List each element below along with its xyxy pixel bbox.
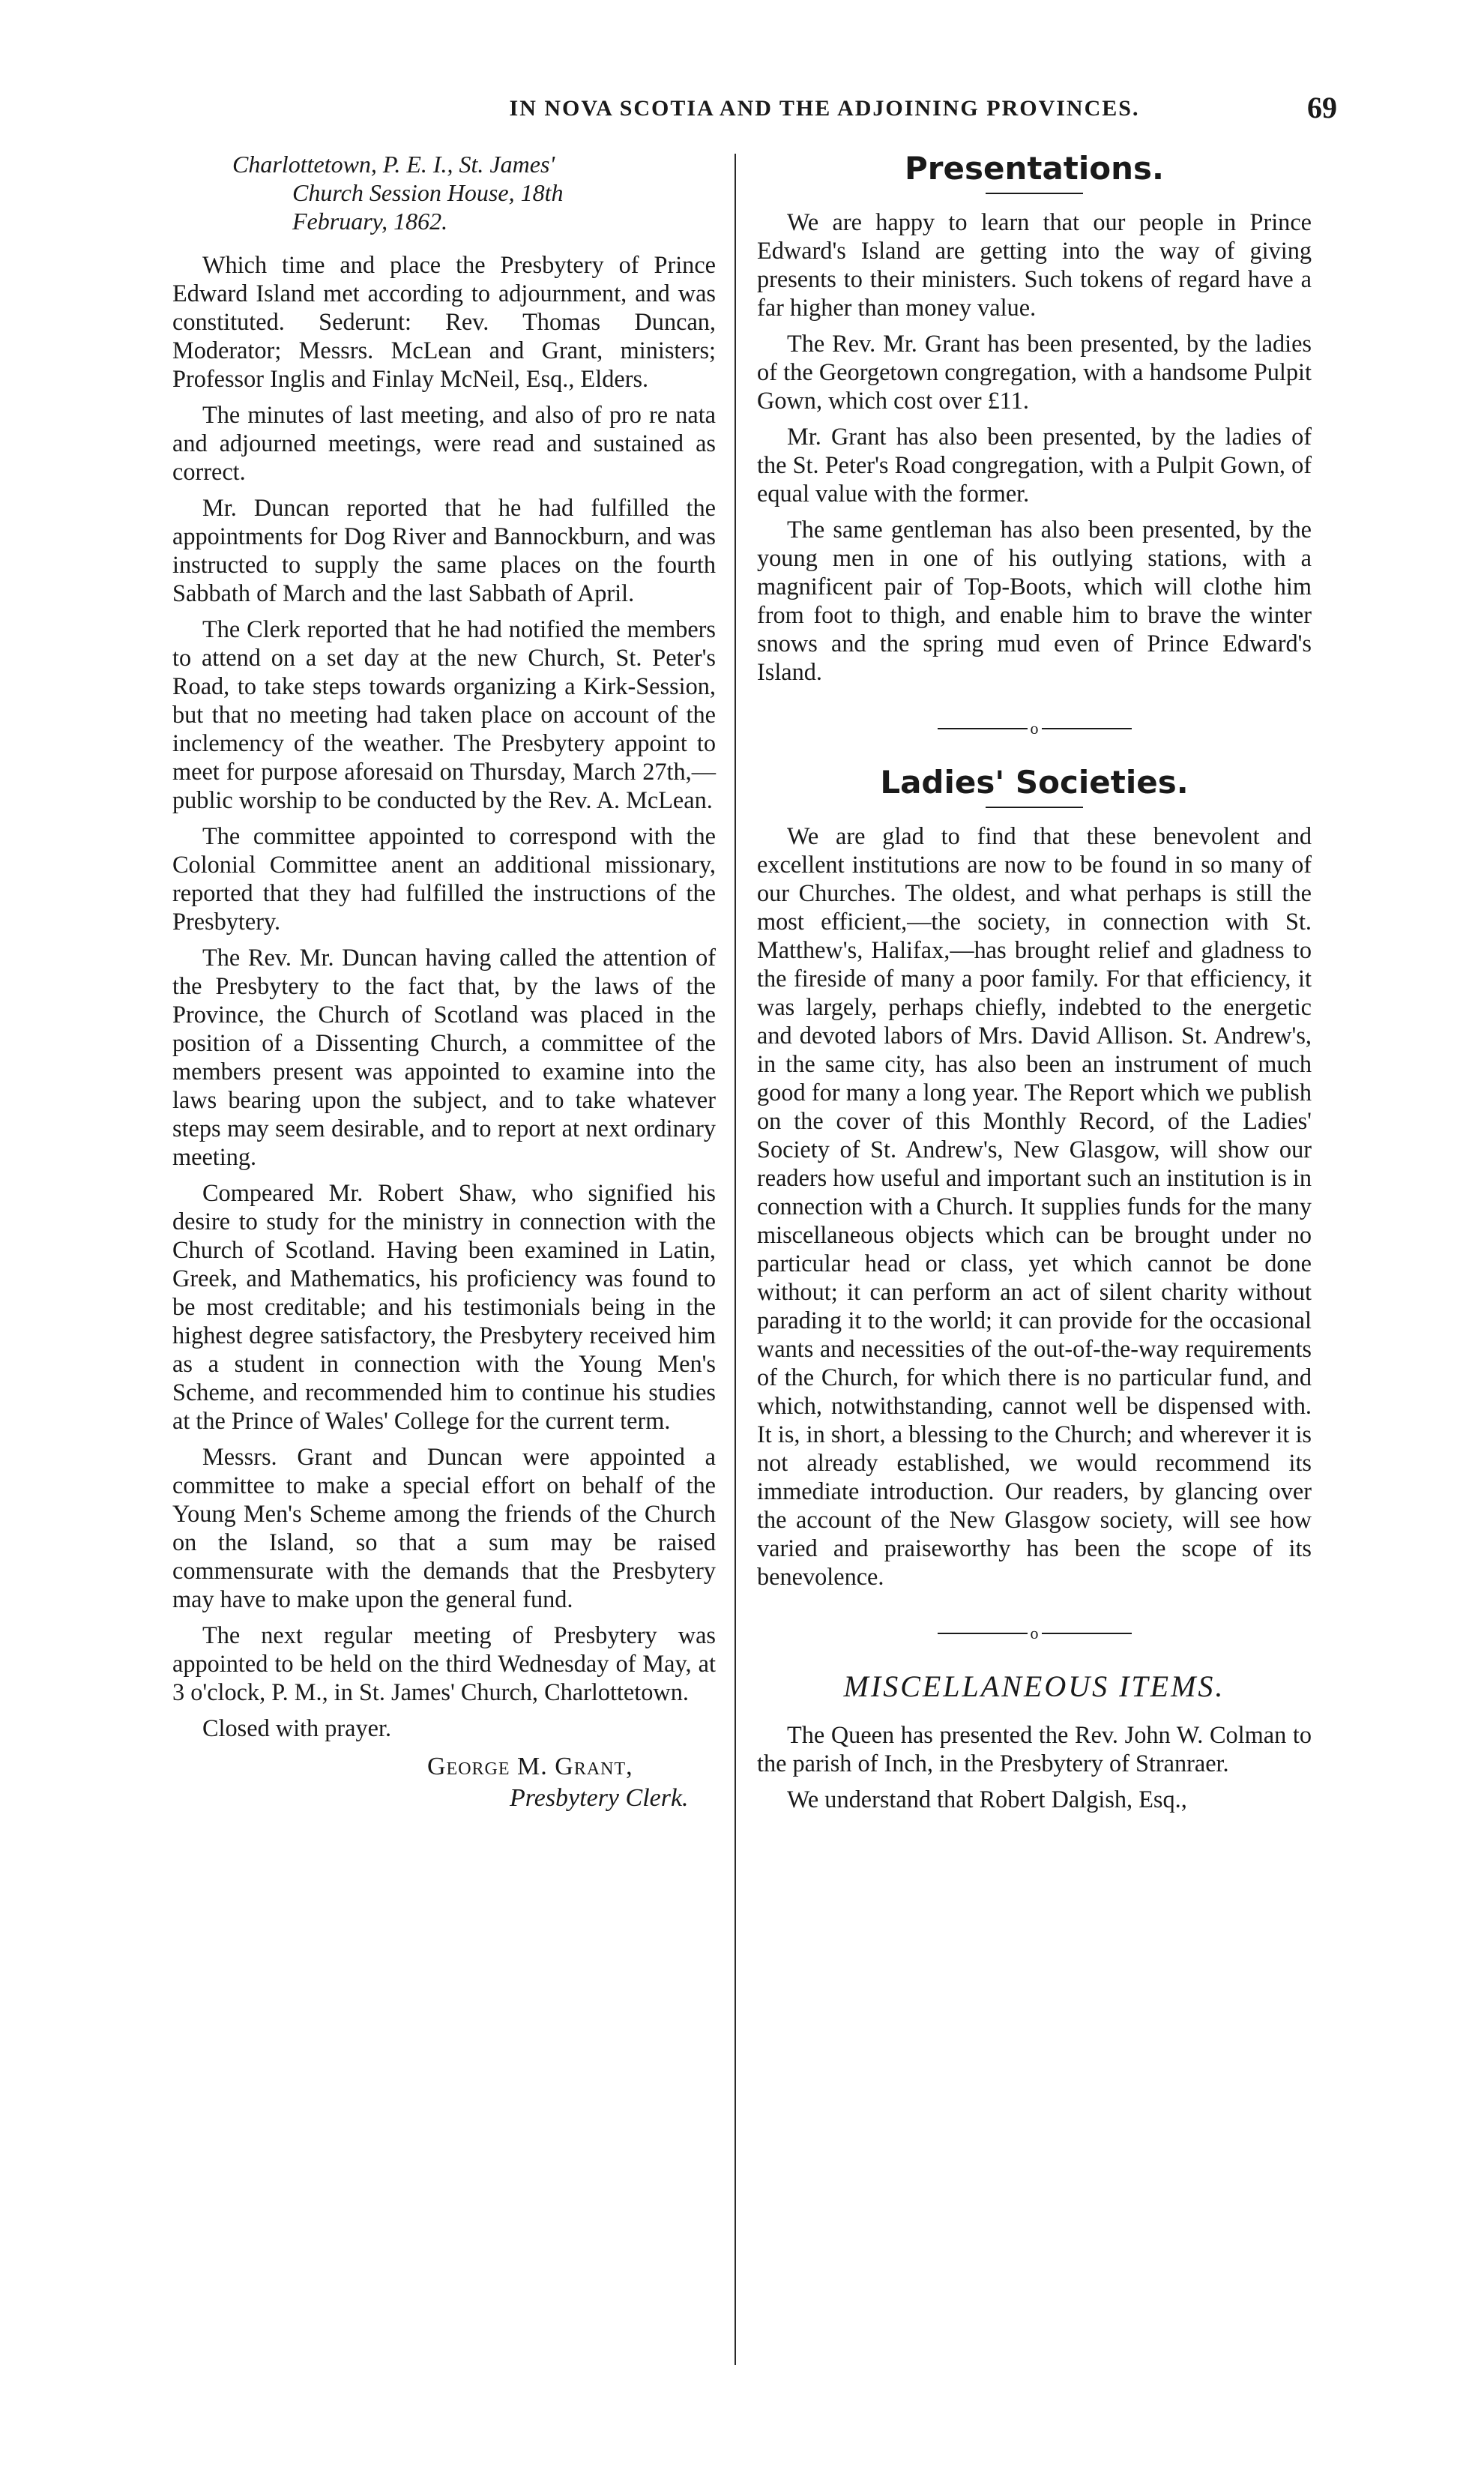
presentations-paragraph: The Rev. Mr. Grant has been presented, by the ladies of the Georgetown congregation, with a handsome Pulpit Gown, which cost over £11. (757, 330, 1312, 414)
minutes-paragraph: The Clerk reported that he had notified the members to attend on a set day at the new Church, St. Peter's Road, to take steps towards organizing a Kirk-Session, but that no meeting had taken place on account of the inclemency of the weather. The Presbytery appoint to meet for purpose aforesaid on Thursday, March 27th,—public worship to be conducted by the Rev. A. McLean. (172, 615, 716, 813)
dateline-line-1: Charlottetown, P. E. I., St. James' (232, 151, 555, 178)
miscellaneous-paragraph: We understand that Robert Dalgish, Esq., (787, 1786, 1187, 1813)
ornament-line (1042, 1633, 1132, 1634)
minutes-paragraph: Compeared Mr. Robert Shaw, who signified his desire to study for the ministry in connection with the Church of Scotland. Having been examined in Latin, Greek, and Mathematics, his proficiency was found to be most creditable; and his testimonials being in the highest degree satisfactory, the Presbytery received him as a student in connection with the Young Men's Scheme, and recommended him to continue his studies at the Prince of Wales' College for the current term. (172, 1179, 716, 1434)
heading-rule (986, 807, 1083, 808)
presentations-paragraph: The same gentleman has also been presented, by the young men in one of his outlying stations, with a magnificent pair of Top-Boots, which will clothe him from foot to thigh, and enable him to brave the winter snows and the spring mud even of Prince Edward's Island. (757, 516, 1312, 685)
right-column (757, 150, 1312, 1821)
page-number: 69 (1307, 91, 1337, 124)
minutes-paragraph: The next regular meeting of Presbytery was appointed to be held on the third Wednesday of May, at 3 o'clock, P. M., in St. James' Church, Charlottetown. (172, 1621, 716, 1705)
heading-rule (986, 193, 1083, 194)
ladies-societies-paragraph: We are glad to find that these benevolent and excellent institutions are now to be found in so many of our Churches. The oldest, and what perhaps is still the most efficient,—the society, in connection with St. Matthew's, Halifax,—has brought relief and gladness to the fireside of many a poor family. For that efficiency, it was largely, perhaps chiefly, indebted to the energetic and devoted labors of Mrs. David Allison. St. Andrew's, in the same city, has also been an instrument of much good for many a long year. The Report which we publish on the cover of this Monthly Record, of the Ladies' Society of St. Andrew's, New Glasgow, will show our readers how useful and important such an institution is in connection with a Church. It supplies funds for the many miscellaneous objects which can be brought under no particular head or class, yet which cannot be done without; it can perform an act of silent charity without parading it to the world; it can provide for the occasional wants and necessities of the out-of-the-way requirements of the Church, for which there is no particular fund, and which, notwithstanding, cannot well be dispensed with. It is, in short, a blessing to the Church; and wherever it is not already established, we would recommend its immediate introduction. Our readers, by glancing over the account of the New Glasgow society, will see how varied and praiseworthy has been the scope of its benevolence. (757, 822, 1312, 1590)
minutes-paragraph: Closed with prayer. (202, 1714, 392, 1741)
ladies-societies-heading: Ladies' Societies. (880, 764, 1189, 801)
ornament-line (938, 728, 1028, 729)
presentations-paragraph: Mr. Grant has also been presented, by the ladies of the St. Peter's Road congregation, with a Pulpit Gown, of equal value with the former. (757, 423, 1312, 507)
minutes-paragraph: The committee appointed to correspond with the Colonial Committee anent an additional missionary, reported that they had fulfilled the instructions of the Presbytery. (172, 822, 716, 935)
running-title: IN NOVA SCOTIA AND THE ADJOINING PROVINCES. (509, 96, 1140, 121)
dateline-line-3: February, 1862. (292, 208, 448, 235)
dateline (172, 150, 716, 235)
presentations-paragraph: We are happy to learn that our people in Prince Edward's Island are getting into the way of giving presents to their ministers. Such tokens of regard have a far higher than money value. (757, 208, 1312, 321)
minutes-paragraph: Messrs. Grant and Duncan were appointed a committee to make a special effort on behalf of the Young Men's Scheme among the friends of the Church on the Island, so that a sum may be raised commensurate with the demands that the Presbytery may have to make upon the general fund. (172, 1443, 716, 1612)
column-divider (735, 154, 736, 2365)
ornament-line (1042, 728, 1132, 729)
left-column (172, 150, 716, 1813)
minutes-paragraph: Mr. Duncan reported that he had fulfilled the appointments for Dog River and Bannockburn, and was instructed to supply the same places on the fourth Sabbath of March and the last Sabbath of April. (172, 494, 716, 606)
section-ornament (757, 719, 1312, 738)
miscellaneous-heading: MISCELLANEOUS ITEMS. (843, 1669, 1225, 1703)
section-ornament (757, 1624, 1312, 1643)
dateline-line-2: Church Session House, 18th (292, 179, 564, 206)
ornament-glyph: o (1030, 719, 1039, 738)
presentations-heading: Presentations. (905, 150, 1164, 187)
ornament-glyph: o (1030, 1624, 1039, 1642)
signature-name: George M. Grant, (427, 1753, 633, 1780)
signature-title: Presbytery Clerk. (510, 1784, 689, 1812)
ornament-line (938, 1633, 1028, 1634)
minutes-paragraph: Which time and place the Presbytery of Prince Edward Island met according to adjournment, and was constituted. Sederunt: Rev. Thomas Duncan, Moderator; Messrs. McLean and Grant, ministers; Professor Inglis and Finlay McNeil, Esq., Elders. (172, 251, 716, 392)
miscellaneous-paragraph: The Queen has presented the Rev. John W. Colman to the parish of Inch, in the Presbytery of Stranraer. (757, 1721, 1312, 1777)
minutes-paragraph: The Rev. Mr. Duncan having called the attention of the Presbytery to the fact that, by the laws of the Province, the Church of Scotland was placed in the position of a Dissenting Church, a committee of the members present was appointed to examine into the laws bearing upon the subject, and to take whatever steps may seem desirable, and to report at next ordinary meeting. (172, 944, 716, 1170)
minutes-paragraph: The minutes of last meeting, and also of pro re nata and adjourned meetings, were read and sustained as correct. (172, 401, 716, 485)
